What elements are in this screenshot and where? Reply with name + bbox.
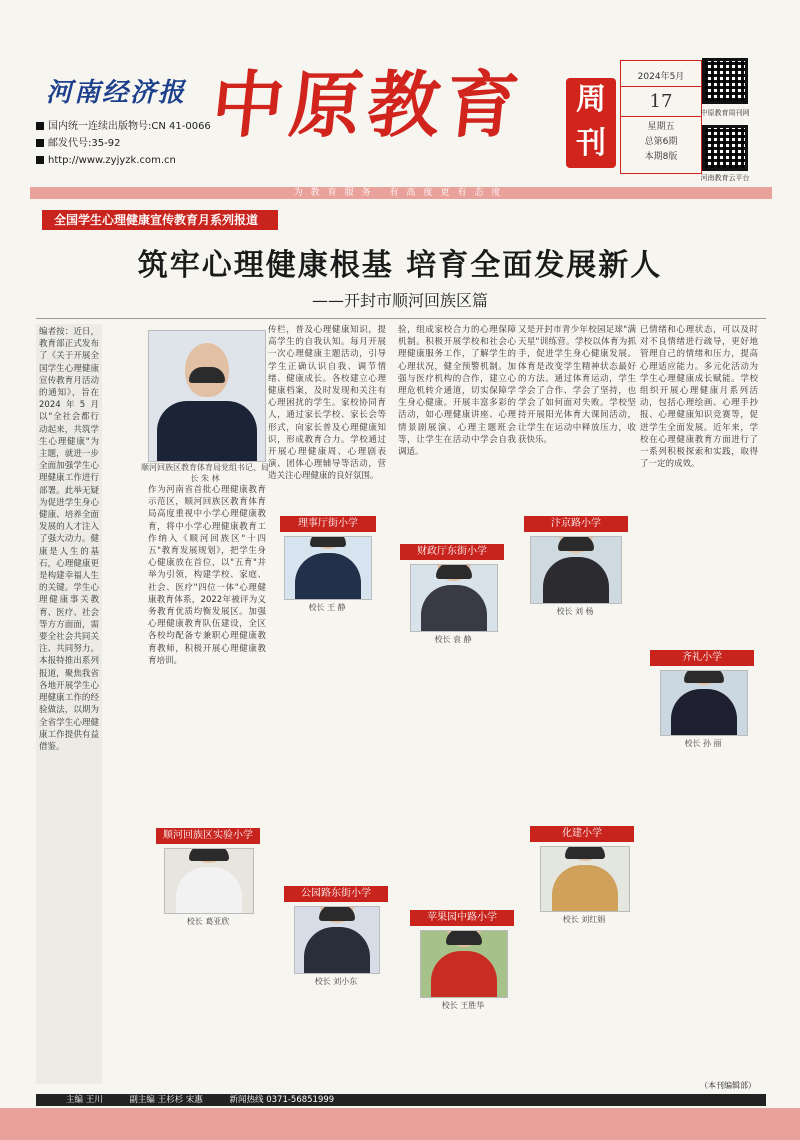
principal-caption: 校长 袁 静 [434,635,472,644]
school-tag: 苹果园中路小学 [410,910,514,926]
principal-photo [410,564,498,632]
principal-photo [284,536,372,600]
principal-photo [164,848,254,914]
principal-photo [530,536,622,604]
issue-date-block [620,60,702,174]
school-tag: 理事厅街小学 [280,516,376,532]
principal-caption: 校长 刘小东 [314,977,358,986]
publication-info: 国内统一连续出版物号:CN 41-0066 邮发代号:35-92 http://www.zyjyzk.com.cn [36,118,211,169]
bottom-band [0,1108,800,1140]
subheadline: ——开封市顺河回族区篇 [311,291,488,310]
issue-weekday: 星期五 [647,122,675,132]
principal-photo [660,670,748,736]
principal-caption: 校长 葛亚欣 [186,917,230,926]
principal-caption: 校长 王 静 [308,603,346,612]
principal-caption: 校长 孙 丽 [684,739,722,748]
article-column: 验，组成家校合力的心理保障机制。积极开展学校和社会心理健康服务工作，了解学生的心理状况，健全预警机制。加强与医疗机构的合作，建立心理危机转介通道，切实保障学生身心健康。开展丰富多彩的活动，如心理健康讲座、心理情景剧展演、心理主题班会等，让学生在活动中学会自我调适。 [398,325,516,458]
editorial-footer [36,1094,766,1106]
school-tag: 顺河回族区实验小学 [156,828,260,844]
editor-note-sidebar: 编者按：近日，教育部正式发布了《关于开展全国学生心理健康宣传教育月活动的通知》，旨在2024年5月以"全社会都行动起来，共筑学生心理健康"为主题，就进一步全面加强学生心理健康工作进行部署。此举无疑为促进学生身心健康、培养全面发展的人才注入了强大动力。健康是人生的基石，心理健康更是构建幸福人生的关键。学生心理健康事关教育、医疗、社会等方方面面，需要全社会共同关注、共同努力。本报特推出系列报道，聚焦我省各地开展学生心理健康工作的经验做法，以期为全省学生心理健康工作提供有益借鉴。 [36,324,102,1084]
deputy-editors: 副主编 王杉杉 宋惠 [129,1095,203,1105]
weekly-badge: 周刊 [566,78,616,168]
principal-photo [540,846,630,912]
square-bullet-icon [36,139,44,147]
article-column: 作为河南省首批心理健康教育示范区，顺河回族区教育体育局高度重视中小学心理健康教育，将中小学心理健康教育工作纳入《顺河回族区"十四五"教育发展规划》，把学生身心健康放在首位，以"五育"并举为引领，构建学校、家庭、社会、医疗"四位一体"心理健康教育体系，2022年被评为义务教育优质均衡发展区。加强心理健康教育队伍建设，全区各校均配备专兼职心理健康教育教师，积极开展心理健康教育培训。 [148,485,266,666]
square-bullet-icon [36,122,44,130]
school-tag: 齐礼小学 [650,650,754,666]
issue-pages: 本期8版 [644,152,678,162]
principal-caption: 校长 王胜华 [441,1001,485,1010]
issue-day: 17 [621,87,701,117]
website-link[interactable]: http://www.zyjyzk.com.cn [48,155,176,166]
principal-photo [294,906,380,974]
headline: 筑牢心理健康根基 培育全面发展新人 [137,248,663,283]
qr-caption: 河南教育云平台 [700,174,750,182]
official-portrait [148,330,266,462]
article-column: 已情绪和心理状态，可以及时对不良情绪进行疏导，更好地管理自己的情绪和压力，提高心理适应能力。多元化活动为学生心理健康成长赋能。学校组织开展心理健康月系列活动，包括心理绘画、心理手抄报、心理健康知识竞赛等，促进学生全面发展。近年来，学校在心理健康教育方面进行了一系列积极探索和实践，取得了一定的成效。 [640,325,758,470]
school-tag: 化建小学 [530,826,634,842]
chief-editor: 主编 王川 [66,1095,103,1105]
portrait-caption: 顺河回族区教育体育局党组书记、局长 朱 林 [141,463,269,483]
principal-photo [420,930,508,998]
editor-signature: （本刊编辑部） [700,1081,756,1090]
news-hotline: 新闻热线 0371-56851999 [229,1095,335,1105]
school-tag: 汴京路小学 [524,516,628,532]
square-bullet-icon [36,156,44,164]
qr-code-icon[interactable] [702,58,748,104]
masthead [0,0,800,185]
slogan-bar: 为教育服务 有高度更有态度 [30,187,772,199]
series-tag: 全国学生心理健康宣传教育月系列报道 [42,210,278,230]
newspaper-title: 中原教育 [207,62,529,147]
issue-total: 总第6期 [644,137,678,147]
principal-caption: 校长 刘红娟 [562,915,606,924]
article-column: 又是开封市青少年校园足球"满天星"训练营。学校以体育为抓手，促进学生身心健康发展。体育是改变学生精神状态最好的方法。通过体育运动，学生学会了合作、学会了坚持，也学会了如何面对失败。学校坚持开展阳光体育大课间活动，让学生在运动中释放压力，收获快乐。 [518,325,636,445]
school-tag: 财政厅东街小学 [400,544,504,560]
qr-caption: 中原教育周刊网 [700,109,750,117]
article-column: 传栏，普及心理健康知识，提高学生的自我认知。每月开展一次心理健康主题活动，引导学生正确认识自我、调节情绪、健康成长。各校建立心理健康档案，及时发现和关注有心理困扰的学生。家校协同育人，通过家长学校、家长会等形式，向家长普及心理健康知识，形成教育合力。学校通过开展心理健康周、心理剧表演、团体心理辅导等活动，营造关注心理健康的良好氛围。 [268,325,386,482]
school-tag: 公园路东街小学 [284,886,388,902]
qr-code-icon[interactable] [702,125,748,171]
sub-brand-logo: 河南经济报 [46,78,187,108]
divider [36,318,766,319]
principal-caption: 校长 刘 杨 [556,607,594,616]
issue-year-month: 2024年5月 [621,61,701,87]
